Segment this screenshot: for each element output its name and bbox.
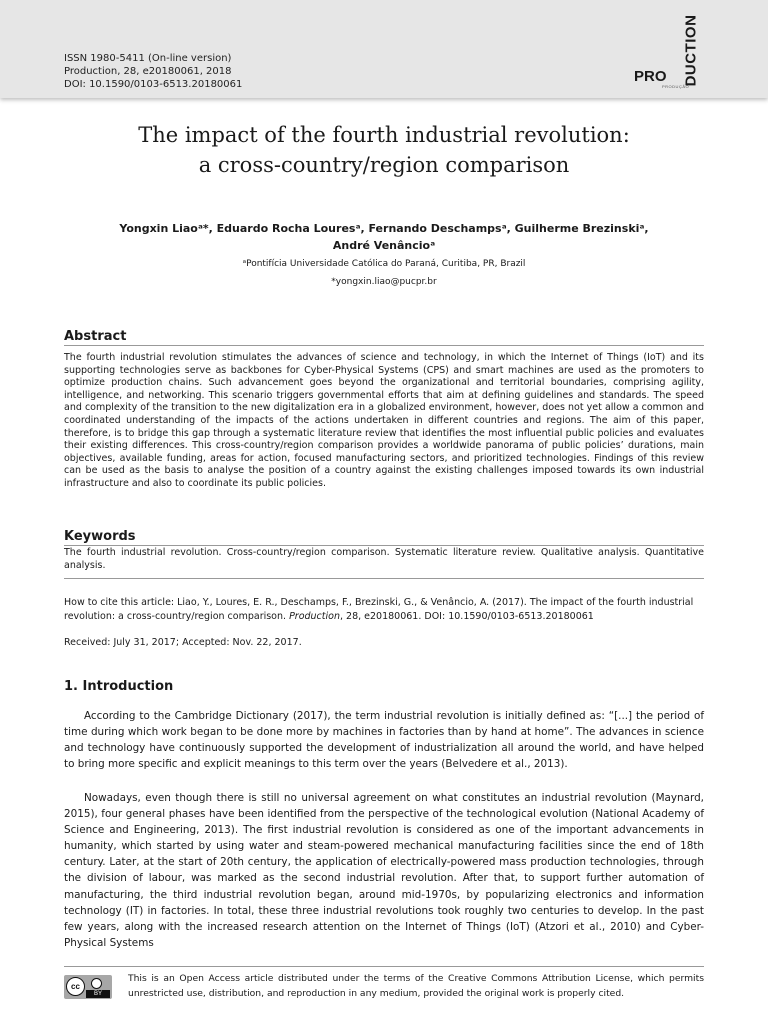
cite-suffix: , 28, e20180061. DOI: 10.1590/0103-6513.20180061	[339, 611, 594, 622]
how-to-cite	[64, 596, 704, 624]
received-dates: Received: July 31, 2017; Accepted: Nov. 22, 2017.	[64, 637, 302, 648]
keywords-heading: Keywords	[64, 528, 704, 546]
cc-by-license-icon[interactable]	[64, 975, 112, 999]
paper-title	[64, 120, 704, 180]
license-text: This is an Open Access article distributed under the terms of the Creative Commons Attribution License, which permits unrestricted use, distribution, and reproduction in any medium, provided the original work is properly cited.	[128, 973, 704, 999]
authors-line-1: Yongxin Liaoᵃ*, Eduardo Rocha Louresᵃ, Fernando Deschampsᵃ, Guilherme Brezinskiᵃ,	[119, 222, 649, 235]
affiliation: ᵃPontifícia Universidade Católica do Paraná, Curitiba, PR, Brazil	[242, 259, 526, 269]
cite-journal: Production	[289, 611, 340, 622]
introduction-heading: 1. Introduction	[64, 679, 174, 694]
title-line-1: The impact of the fourth industrial revolution:	[138, 123, 630, 147]
title-line-2: a cross-country/region comparison	[198, 153, 570, 177]
journal-header	[0, 0, 768, 98]
cc-icon: cc	[66, 977, 85, 996]
divider	[64, 578, 704, 579]
authors-line-2: André Venâncioᵃ	[332, 239, 436, 252]
intro-paragraph-1: According to the Cambridge Dictionary (2017), the term industrial revolution is initially defined as: “[...] the period of time during which work began to be done more by machines in factories than by hand at home”. The advances in science and technology have continuously supported the development of industrialization all around the world, and have helped to bring more specific and explicit meanings to this term over the years (Belvedere et al., 2013).	[64, 710, 704, 771]
author-list	[64, 220, 704, 254]
production-logo	[628, 14, 712, 94]
doi-text: DOI: 10.1590/0103-6513.20180061	[64, 79, 243, 90]
attribution-person-icon	[91, 978, 102, 989]
logo-duction-text: DUCTION	[682, 14, 700, 86]
abstract-heading: Abstract	[64, 328, 704, 346]
by-label: BY	[86, 990, 110, 998]
logo-subtitle: PRODUÇÃO	[662, 84, 690, 89]
corresponding-email[interactable]: *yongxin.liao@pucpr.br	[331, 277, 437, 287]
issn-text: ISSN 1980-5411 (On-line version)	[64, 53, 232, 64]
abstract-text: The fourth industrial revolution stimulates the advances of science and technology, in which the Internet of Things (IoT) and its supporting technologies serve as backbones for Cyber-Physical Systems (CPS) and smart machines are used as the promoters to optimize production chains. Such advancement goes beyond the organizational and territorial boundaries, comprising agility, intelligence, and networking. This scenario triggers governmental efforts that aim at defining guidelines and standards. The speed and complexity of the transition to the new digitalization era in a globalized environment, however, does not yet allow a common and coordinated understanding of the impacts of the actions undertaken in different countries and regions. The aim of this paper, therefore, is to bridge this gap through a systematic literature review that identifies the most influential public policies and evaluates their existing differences. This cross-country/region comparison provides a worldwide panorama of public policies’ durations, main objectives, available funding, areas for action, focused manufacturing sectors, and prioritized technologies. Findings of this review can be used as the basis to analyse the position of a country against the existing challenges imposed towards its own industrial infrastructure and also to coordinate its public policies.	[64, 352, 704, 489]
cite-prefix: How to cite this article: Liao, Y., Loures, E. R., Deschamps, F., Brezinski, G., & Venâncio, A. (2017). The impact of the fourth industrial revolution: a cross-country/region comparison.	[64, 597, 694, 622]
journal-citation: Production, 28, e20180061, 2018	[64, 66, 232, 77]
logo-pro-text: PRO	[634, 68, 667, 85]
intro-paragraph-2: Nowadays, even though there is still no universal agreement on what constitutes an industrial revolution (Maynard, 2015), four general phases have been identified from the perspective of the technological evolution (National Academy of Science and Engineering, 2013). The first industrial revolution is considered as one of the important advancements in humanity, which started by using water and steam-powered mechanical manufacturing facilities since the end of 18th century. Later, at the start of 20th century, the application of electrically-powered mass production technologies, through the division of labour, was marked as the second industrial revolution. After that, to support further automation of manufacturing, the third industrial revolution began, around mid-1970s, by popularizing electronics and information technology (IT) in factories. In total, these three industrial revolutions took roughly two centuries to develop. In the past few years, along with the increased research attention on the Internet of Things (IoT) (Atzori et al., 2010) and Cyber-Physical Systems	[64, 792, 704, 949]
footer-divider	[64, 966, 704, 967]
keywords-text: The fourth industrial revolution. Cross-country/region comparison. Systematic literature review. Qualitative analysis. Quantitative analysis.	[64, 547, 704, 571]
journal-info	[64, 52, 242, 91]
